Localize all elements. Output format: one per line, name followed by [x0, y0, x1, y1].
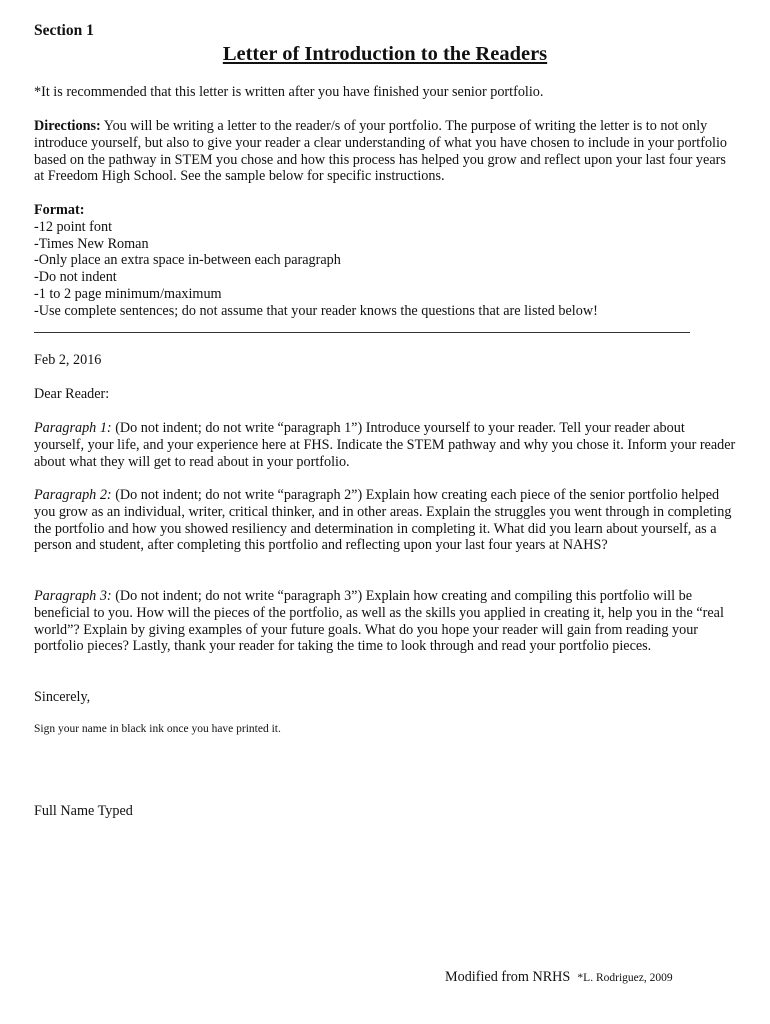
paragraph-2-label: Paragraph 2: [34, 487, 112, 503]
paragraph-3-text: (Do not indent; do not write “paragraph 3”) Explain how creating and compiling this portfolio will be beneficial to you. How will the pieces of the portfolio, as well as the skills you applied in creating it, help you in the “real world”? Explain by giving examples of your future goals. What do you hope your reader will gain from reading your portfolio pieces? Lastly, thank your reader for taking the time to look through and read your portfolio pieces. [34, 588, 724, 655]
paragraph-1-instructions [34, 420, 738, 470]
paragraph-2-text: (Do not indent; do not write “paragraph 2”) Explain how creating each piece of the senior portfolio helped you grow as an individual, writer, critical thinker, and in other areas. Explain the struggles you went through in completing the portfolio and how you showed resiliency and determination in completing it. What did you learn about yourself, as a person and student, after completing this portfolio and reflecting upon your last four years at NAHS? [34, 487, 732, 554]
directions-label: Directions: [34, 118, 101, 134]
format-label: Format: [34, 202, 85, 218]
salutation: Dear Reader: [34, 386, 110, 402]
format-item: -Do not indent [34, 269, 117, 286]
paragraph-1-text: (Do not indent; do not write “paragraph 1”) Introduce yourself to your reader. Tell your reader about yourself, your life, and your experience here at FHS. Indicate the STEM pathway and why you chose it. Inform your reader about what they will get to read about in your portfolio. [34, 420, 736, 470]
recommendation-note: *It is recommended that this letter is written after you have finished your senior portfolio. [34, 84, 544, 100]
paragraph-1-label: Paragraph 1: [34, 420, 112, 436]
modified-from: Modified from NRHS [445, 969, 571, 986]
paragraph-2-instructions [34, 487, 738, 554]
format-item: -1 to 2 page minimum/maximum [34, 285, 222, 302]
closing: Sincerely, [34, 689, 91, 705]
paragraph-3-instructions [34, 588, 738, 655]
format-section [34, 202, 738, 320]
paragraph-3-label: Paragraph 3: [34, 588, 112, 604]
section-label: Section 1 [34, 22, 94, 39]
document-title: Letter of Introduction to the Readers [222, 43, 548, 65]
author-credit: *L. Rodriguez, 2009 [577, 972, 673, 985]
format-item: -Times New Roman [34, 235, 149, 252]
directions-text: You will be writing a letter to the reader/s of your portfolio. The purpose of writing the letter is to not only introduce yourself, but also to give your reader a clear understanding of what you have chosen to include in your portfolio based on the pathway in STEM you chose and how this process has helped you grow and reflect upon your last four years at Freedom High School. See the sample below for specific instructions. [34, 118, 728, 185]
full-name-typed: Full Name Typed [34, 803, 133, 819]
format-item: -12 point font [34, 218, 113, 235]
letter-date: Feb 2, 2016 [34, 352, 102, 368]
format-item: -Use complete sentences; do not assume that your reader knows the questions that are listed below! [34, 302, 598, 319]
format-item: -Only place an extra space in-between each paragraph [34, 252, 341, 269]
signature-note: Sign your name in black ink once you have printed it. [34, 723, 281, 735]
directions-paragraph [34, 118, 738, 185]
modified-credit [445, 969, 673, 987]
horizontal-divider [34, 332, 690, 333]
